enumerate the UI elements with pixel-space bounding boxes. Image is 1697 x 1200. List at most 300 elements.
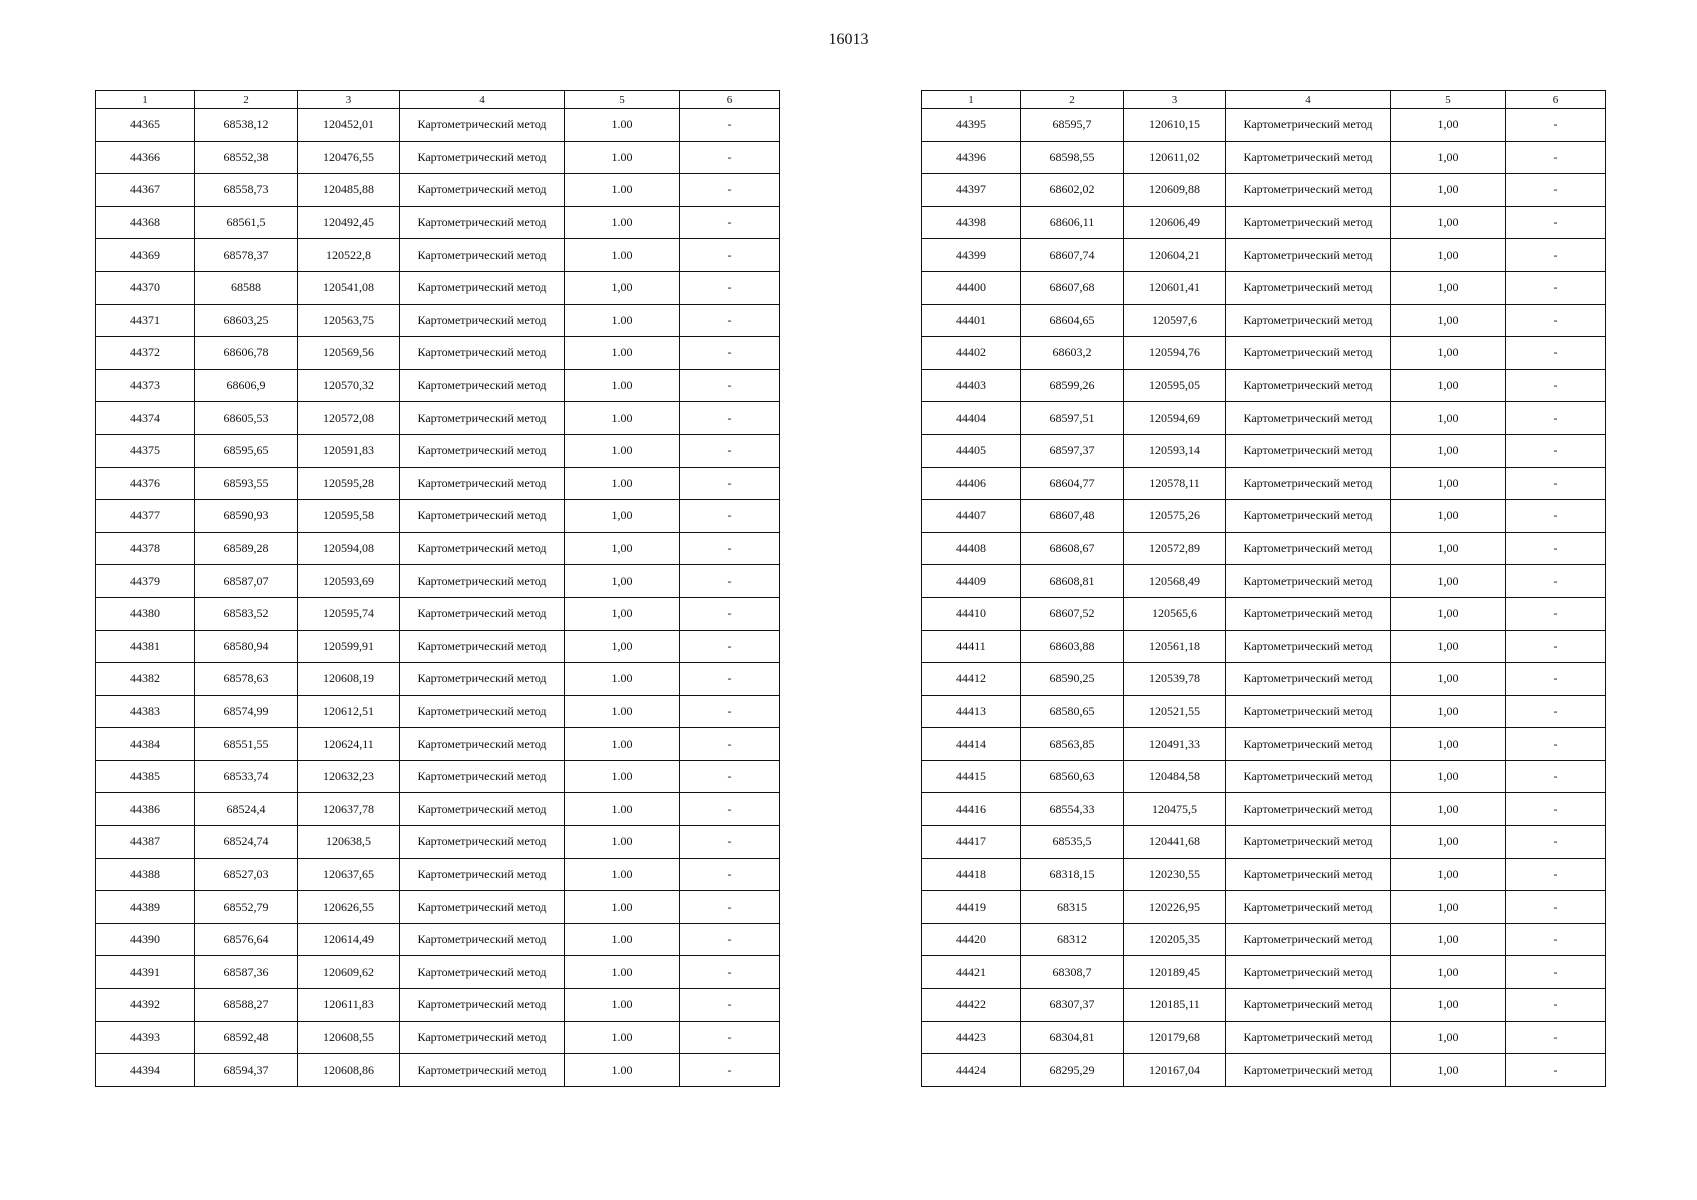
description-cell: - [680, 239, 780, 272]
y-coordinate-cell: 120541,08 [298, 271, 400, 304]
method-cell: Картометрический метод [400, 923, 565, 956]
accuracy-cell: 1.00 [565, 141, 680, 174]
accuracy-cell: 1.00 [565, 923, 680, 956]
x-coordinate-cell: 68603,25 [195, 304, 298, 337]
point-number-cell: 44391 [96, 956, 195, 989]
x-coordinate-cell: 68592,48 [195, 1021, 298, 1054]
y-coordinate-cell: 120189,45 [1124, 956, 1226, 989]
x-coordinate-cell: 68607,48 [1021, 500, 1124, 533]
table-row [922, 337, 1606, 370]
description-cell: - [680, 1054, 780, 1087]
description-cell: - [680, 174, 780, 207]
method-cell: Картометрический метод [400, 174, 565, 207]
point-number-cell: 44395 [922, 109, 1021, 142]
description-cell: - [1506, 141, 1606, 174]
y-coordinate-cell: 120609,88 [1124, 174, 1226, 207]
method-cell: Картометрический метод [400, 1021, 565, 1054]
y-coordinate-cell: 120593,14 [1124, 434, 1226, 467]
point-number-cell: 44419 [922, 891, 1021, 924]
description-cell: - [1506, 337, 1606, 370]
description-cell: - [1506, 467, 1606, 500]
y-coordinate-cell: 120595,58 [298, 500, 400, 533]
x-coordinate-cell: 68593,55 [195, 467, 298, 500]
point-number-cell: 44374 [96, 402, 195, 435]
description-cell: - [680, 109, 780, 142]
column-header: 2 [195, 91, 298, 109]
method-cell: Картометрический метод [1226, 1054, 1391, 1087]
description-cell: - [1506, 174, 1606, 207]
table-row [96, 174, 780, 207]
description-cell: - [1506, 565, 1606, 598]
x-coordinate-cell: 68558,73 [195, 174, 298, 207]
x-coordinate-cell: 68524,74 [195, 826, 298, 859]
x-coordinate-cell: 68608,81 [1021, 565, 1124, 598]
x-coordinate-cell: 68597,51 [1021, 402, 1124, 435]
method-cell: Картометрический метод [400, 304, 565, 337]
method-cell: Картометрический метод [1226, 239, 1391, 272]
table-row [922, 728, 1606, 761]
point-number-cell: 44413 [922, 695, 1021, 728]
table-row [96, 239, 780, 272]
x-coordinate-cell: 68595,65 [195, 434, 298, 467]
point-number-cell: 44394 [96, 1054, 195, 1087]
x-coordinate-cell: 68607,74 [1021, 239, 1124, 272]
x-coordinate-cell: 68588 [195, 271, 298, 304]
column-header: 6 [1506, 91, 1606, 109]
x-coordinate-cell: 68576,64 [195, 923, 298, 956]
description-cell: - [680, 793, 780, 826]
point-number-cell: 44387 [96, 826, 195, 859]
accuracy-cell: 1.00 [565, 1021, 680, 1054]
point-number-cell: 44386 [96, 793, 195, 826]
x-coordinate-cell: 68315 [1021, 891, 1124, 924]
table-row [922, 109, 1606, 142]
y-coordinate-cell: 120594,08 [298, 532, 400, 565]
method-cell: Картометрический метод [400, 891, 565, 924]
header-row [96, 91, 780, 109]
point-number-cell: 44421 [922, 956, 1021, 989]
table-row [96, 467, 780, 500]
x-coordinate-cell: 68590,25 [1021, 663, 1124, 696]
y-coordinate-cell: 120599,91 [298, 630, 400, 663]
accuracy-cell: 1,00 [1391, 337, 1506, 370]
accuracy-cell: 1.00 [565, 1054, 680, 1087]
x-coordinate-cell: 68307,37 [1021, 989, 1124, 1022]
description-cell: - [1506, 728, 1606, 761]
point-number-cell: 44377 [96, 500, 195, 533]
accuracy-cell: 1.00 [565, 369, 680, 402]
column-header: 5 [565, 91, 680, 109]
y-coordinate-cell: 120591,83 [298, 434, 400, 467]
x-coordinate-cell: 68552,79 [195, 891, 298, 924]
description-cell: - [680, 728, 780, 761]
y-coordinate-cell: 120632,23 [298, 760, 400, 793]
accuracy-cell: 1,00 [1391, 728, 1506, 761]
accuracy-cell: 1.00 [565, 989, 680, 1022]
point-number-cell: 44371 [96, 304, 195, 337]
point-number-cell: 44378 [96, 532, 195, 565]
accuracy-cell: 1.00 [565, 826, 680, 859]
method-cell: Картометрический метод [400, 793, 565, 826]
method-cell: Картометрический метод [1226, 565, 1391, 598]
table-row [96, 630, 780, 663]
column-header: 1 [922, 91, 1021, 109]
y-coordinate-cell: 120167,04 [1124, 1054, 1226, 1087]
x-coordinate-cell: 68594,37 [195, 1054, 298, 1087]
y-coordinate-cell: 120637,78 [298, 793, 400, 826]
accuracy-cell: 1,00 [1391, 1054, 1506, 1087]
header-row [922, 91, 1606, 109]
accuracy-cell: 1,00 [1391, 369, 1506, 402]
y-coordinate-cell: 120565,6 [1124, 597, 1226, 630]
table-row [96, 500, 780, 533]
description-cell: - [680, 271, 780, 304]
description-cell: - [1506, 304, 1606, 337]
method-cell: Картометрический метод [1226, 1021, 1391, 1054]
description-cell: - [1506, 1021, 1606, 1054]
method-cell: Картометрический метод [400, 239, 565, 272]
method-cell: Картометрический метод [1226, 891, 1391, 924]
y-coordinate-cell: 120610,15 [1124, 109, 1226, 142]
description-cell: - [680, 630, 780, 663]
point-number-cell: 44416 [922, 793, 1021, 826]
table-row [922, 891, 1606, 924]
accuracy-cell: 1,00 [1391, 402, 1506, 435]
column-header: 3 [298, 91, 400, 109]
x-coordinate-cell: 68604,77 [1021, 467, 1124, 500]
y-coordinate-cell: 120569,56 [298, 337, 400, 370]
point-number-cell: 44368 [96, 206, 195, 239]
point-number-cell: 44369 [96, 239, 195, 272]
accuracy-cell: 1,00 [1391, 239, 1506, 272]
x-coordinate-cell: 68607,68 [1021, 271, 1124, 304]
x-coordinate-cell: 68312 [1021, 923, 1124, 956]
table-row [96, 989, 780, 1022]
point-number-cell: 44410 [922, 597, 1021, 630]
accuracy-cell: 1,00 [1391, 891, 1506, 924]
x-coordinate-cell: 68595,7 [1021, 109, 1124, 142]
description-cell: - [680, 663, 780, 696]
description-cell: - [680, 891, 780, 924]
y-coordinate-cell: 120484,58 [1124, 760, 1226, 793]
method-cell: Картометрический метод [400, 1054, 565, 1087]
point-number-cell: 44381 [96, 630, 195, 663]
description-cell: - [1506, 695, 1606, 728]
x-coordinate-cell: 68308,7 [1021, 956, 1124, 989]
description-cell: - [1506, 1054, 1606, 1087]
description-cell: - [1506, 923, 1606, 956]
point-number-cell: 44382 [96, 663, 195, 696]
table-row [96, 858, 780, 891]
point-number-cell: 44390 [96, 923, 195, 956]
table-row [922, 206, 1606, 239]
y-coordinate-cell: 120539,78 [1124, 663, 1226, 696]
accuracy-cell: 1,00 [1391, 989, 1506, 1022]
accuracy-cell: 1,00 [1391, 1021, 1506, 1054]
accuracy-cell: 1.00 [565, 434, 680, 467]
description-cell: - [1506, 760, 1606, 793]
accuracy-cell: 1.00 [565, 402, 680, 435]
accuracy-cell: 1,00 [1391, 434, 1506, 467]
y-coordinate-cell: 120230,55 [1124, 858, 1226, 891]
accuracy-cell: 1.00 [565, 793, 680, 826]
accuracy-cell: 1.00 [565, 174, 680, 207]
method-cell: Картометрический метод [1226, 467, 1391, 500]
x-coordinate-cell: 68551,55 [195, 728, 298, 761]
method-cell: Картометрический метод [1226, 663, 1391, 696]
y-coordinate-cell: 120570,32 [298, 369, 400, 402]
accuracy-cell: 1,00 [1391, 271, 1506, 304]
x-coordinate-cell: 68590,93 [195, 500, 298, 533]
table-row [922, 304, 1606, 337]
method-cell: Картометрический метод [1226, 793, 1391, 826]
x-coordinate-cell: 68295,29 [1021, 1054, 1124, 1087]
x-coordinate-cell: 68599,26 [1021, 369, 1124, 402]
method-cell: Картометрический метод [1226, 597, 1391, 630]
point-number-cell: 44402 [922, 337, 1021, 370]
column-header: 2 [1021, 91, 1124, 109]
point-number-cell: 44375 [96, 434, 195, 467]
x-coordinate-cell: 68587,36 [195, 956, 298, 989]
x-coordinate-cell: 68603,88 [1021, 630, 1124, 663]
method-cell: Картометрический метод [400, 369, 565, 402]
method-cell: Картометрический метод [1226, 109, 1391, 142]
x-coordinate-cell: 68606,9 [195, 369, 298, 402]
method-cell: Картометрический метод [1226, 206, 1391, 239]
point-number-cell: 44411 [922, 630, 1021, 663]
table-row [96, 337, 780, 370]
accuracy-cell: 1.00 [565, 956, 680, 989]
point-number-cell: 44406 [922, 467, 1021, 500]
table-row [922, 565, 1606, 598]
point-number-cell: 44405 [922, 434, 1021, 467]
accuracy-cell: 1,00 [1391, 532, 1506, 565]
table-row [922, 630, 1606, 663]
point-number-cell: 44401 [922, 304, 1021, 337]
y-coordinate-cell: 120205,35 [1124, 923, 1226, 956]
description-cell: - [680, 760, 780, 793]
table-row [922, 271, 1606, 304]
accuracy-cell: 1,00 [1391, 695, 1506, 728]
method-cell: Картометрический метод [1226, 858, 1391, 891]
x-coordinate-cell: 68598,55 [1021, 141, 1124, 174]
method-cell: Картометрический метод [400, 695, 565, 728]
table-row [922, 597, 1606, 630]
point-number-cell: 44399 [922, 239, 1021, 272]
method-cell: Картометрический метод [1226, 141, 1391, 174]
table-row [96, 141, 780, 174]
point-number-cell: 44418 [922, 858, 1021, 891]
method-cell: Картометрический метод [1226, 369, 1391, 402]
accuracy-cell: 1,00 [565, 630, 680, 663]
table-row [922, 989, 1606, 1022]
method-cell: Картометрический метод [1226, 532, 1391, 565]
accuracy-cell: 1,00 [1391, 663, 1506, 696]
table-row [96, 304, 780, 337]
table-row [96, 923, 780, 956]
x-coordinate-cell: 68527,03 [195, 858, 298, 891]
y-coordinate-cell: 120441,68 [1124, 826, 1226, 859]
point-number-cell: 44392 [96, 989, 195, 1022]
y-coordinate-cell: 120608,55 [298, 1021, 400, 1054]
method-cell: Картометрический метод [1226, 956, 1391, 989]
accuracy-cell: 1,00 [565, 532, 680, 565]
coordinates-table-right [921, 90, 1606, 1087]
point-number-cell: 44415 [922, 760, 1021, 793]
table-row [96, 597, 780, 630]
point-number-cell: 44424 [922, 1054, 1021, 1087]
table-row [96, 728, 780, 761]
x-coordinate-cell: 68583,52 [195, 597, 298, 630]
y-coordinate-cell: 120595,05 [1124, 369, 1226, 402]
column-header: 4 [1226, 91, 1391, 109]
method-cell: Картометрический метод [1226, 500, 1391, 533]
description-cell: - [1506, 369, 1606, 402]
x-coordinate-cell: 68574,99 [195, 695, 298, 728]
y-coordinate-cell: 120491,33 [1124, 728, 1226, 761]
x-coordinate-cell: 68587,07 [195, 565, 298, 598]
method-cell: Картометрический метод [1226, 989, 1391, 1022]
table-row [96, 826, 780, 859]
x-coordinate-cell: 68605,53 [195, 402, 298, 435]
point-number-cell: 44376 [96, 467, 195, 500]
y-coordinate-cell: 120638,5 [298, 826, 400, 859]
y-coordinate-cell: 120594,76 [1124, 337, 1226, 370]
accuracy-cell: 1,00 [1391, 597, 1506, 630]
table-row [922, 760, 1606, 793]
x-coordinate-cell: 68606,78 [195, 337, 298, 370]
table-row [96, 369, 780, 402]
accuracy-cell: 1,00 [1391, 826, 1506, 859]
y-coordinate-cell: 120475,5 [1124, 793, 1226, 826]
description-cell: - [1506, 597, 1606, 630]
table-row [922, 826, 1606, 859]
y-coordinate-cell: 120595,74 [298, 597, 400, 630]
description-cell: - [680, 989, 780, 1022]
accuracy-cell: 1.00 [565, 206, 680, 239]
y-coordinate-cell: 120595,28 [298, 467, 400, 500]
table-row [96, 434, 780, 467]
table-row [96, 891, 780, 924]
point-number-cell: 44398 [922, 206, 1021, 239]
method-cell: Картометрический метод [1226, 434, 1391, 467]
x-coordinate-cell: 68533,74 [195, 760, 298, 793]
accuracy-cell: 1,00 [1391, 956, 1506, 989]
method-cell: Картометрический метод [400, 206, 565, 239]
table-row [96, 695, 780, 728]
description-cell: - [1506, 663, 1606, 696]
table-row [922, 174, 1606, 207]
description-cell: - [680, 695, 780, 728]
x-coordinate-cell: 68580,65 [1021, 695, 1124, 728]
method-cell: Картометрический метод [1226, 923, 1391, 956]
accuracy-cell: 1,00 [565, 500, 680, 533]
y-coordinate-cell: 120624,11 [298, 728, 400, 761]
y-coordinate-cell: 120594,69 [1124, 402, 1226, 435]
method-cell: Картометрический метод [1226, 304, 1391, 337]
y-coordinate-cell: 120637,65 [298, 858, 400, 891]
description-cell: - [1506, 402, 1606, 435]
y-coordinate-cell: 120597,6 [1124, 304, 1226, 337]
y-coordinate-cell: 120608,19 [298, 663, 400, 696]
description-cell: - [1506, 206, 1606, 239]
y-coordinate-cell: 120609,62 [298, 956, 400, 989]
accuracy-cell: 1.00 [565, 304, 680, 337]
y-coordinate-cell: 120561,18 [1124, 630, 1226, 663]
description-cell: - [1506, 532, 1606, 565]
coordinates-table-left [95, 90, 780, 1087]
table-row [96, 956, 780, 989]
method-cell: Картометрический метод [1226, 728, 1391, 761]
x-coordinate-cell: 68578,63 [195, 663, 298, 696]
table-row [922, 1021, 1606, 1054]
column-header: 4 [400, 91, 565, 109]
table-row [96, 532, 780, 565]
point-number-cell: 44417 [922, 826, 1021, 859]
table-row [96, 402, 780, 435]
page-number: 16013 [828, 31, 869, 48]
table-row [922, 500, 1606, 533]
y-coordinate-cell: 120485,88 [298, 174, 400, 207]
method-cell: Картометрический метод [400, 597, 565, 630]
accuracy-cell: 1,00 [1391, 109, 1506, 142]
accuracy-cell: 1.00 [565, 695, 680, 728]
description-cell: - [1506, 891, 1606, 924]
table-row [96, 271, 780, 304]
point-number-cell: 44389 [96, 891, 195, 924]
table-row [922, 923, 1606, 956]
table-row [96, 565, 780, 598]
y-coordinate-cell: 120626,55 [298, 891, 400, 924]
y-coordinate-cell: 120572,89 [1124, 532, 1226, 565]
y-coordinate-cell: 120578,11 [1124, 467, 1226, 500]
table-row [922, 369, 1606, 402]
point-number-cell: 44408 [922, 532, 1021, 565]
table-row [96, 1021, 780, 1054]
accuracy-cell: 1.00 [565, 239, 680, 272]
point-number-cell: 44367 [96, 174, 195, 207]
point-number-cell: 44379 [96, 565, 195, 598]
description-cell: - [680, 500, 780, 533]
description-cell: - [680, 304, 780, 337]
method-cell: Картометрический метод [400, 826, 565, 859]
description-cell: - [680, 1021, 780, 1054]
y-coordinate-cell: 120521,55 [1124, 695, 1226, 728]
y-coordinate-cell: 120492,45 [298, 206, 400, 239]
table-row [96, 793, 780, 826]
accuracy-cell: 1.00 [565, 663, 680, 696]
x-coordinate-cell: 68535,5 [1021, 826, 1124, 859]
description-cell: - [680, 956, 780, 989]
x-coordinate-cell: 68607,52 [1021, 597, 1124, 630]
point-number-cell: 44409 [922, 565, 1021, 598]
description-cell: - [1506, 109, 1606, 142]
point-number-cell: 44384 [96, 728, 195, 761]
method-cell: Картометрический метод [400, 271, 565, 304]
table-row [922, 956, 1606, 989]
method-cell: Картометрический метод [1226, 630, 1391, 663]
point-number-cell: 44380 [96, 597, 195, 630]
table-row [922, 532, 1606, 565]
accuracy-cell: 1,00 [1391, 141, 1506, 174]
point-number-cell: 44383 [96, 695, 195, 728]
table-row [96, 1054, 780, 1087]
accuracy-cell: 1.00 [565, 109, 680, 142]
x-coordinate-cell: 68578,37 [195, 239, 298, 272]
point-number-cell: 44407 [922, 500, 1021, 533]
accuracy-cell: 1,00 [1391, 174, 1506, 207]
point-number-cell: 44400 [922, 271, 1021, 304]
